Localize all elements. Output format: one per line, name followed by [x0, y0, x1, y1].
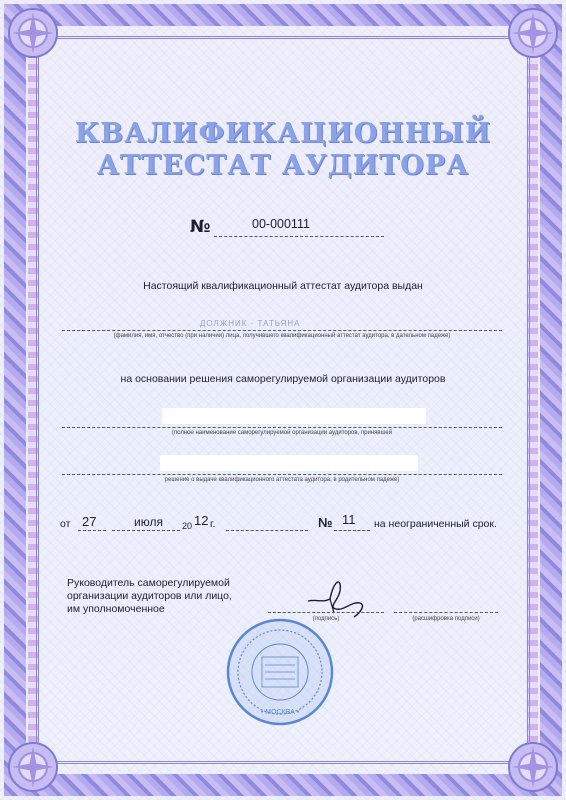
- title-line-1: КВАЛИФИКАЦИОННЫЙ: [74, 118, 492, 149]
- year-prefix: 20: [182, 521, 193, 531]
- decision-caption: решение о выдаче квалификационного аттестата аудитора, в родительном падеже): [164, 477, 400, 483]
- year-unit: г.: [210, 518, 216, 530]
- svg-text:• МОСКВА •: • МОСКВА •: [260, 709, 300, 716]
- head-text-line-2: организации аудиторов или лицо,: [67, 590, 232, 602]
- number-sign: №: [190, 217, 211, 237]
- blank-underline: [226, 530, 308, 531]
- redacted-organization-name-2: [160, 455, 418, 471]
- decision-number-sign: №: [318, 515, 333, 530]
- corner-ornament-icon: [4, 738, 62, 796]
- decryption-caption: (расшифровка подписи): [412, 616, 480, 622]
- decryption-line: [394, 612, 498, 613]
- decision-number-underline: [334, 530, 370, 531]
- certificate-number-row: [190, 217, 390, 239]
- round-seal-icon: [225, 617, 335, 727]
- date-month: июля: [134, 515, 163, 529]
- issued-to-text: Настоящий квалификационный аттестат аудитора выдан: [143, 280, 423, 292]
- organization-caption: (полное наименование саморегулируемой организации аудиторов, принявшей: [171, 430, 393, 436]
- organization-line: [62, 427, 502, 428]
- signature-line: [268, 612, 384, 613]
- title-line-2: АТТЕСТАТ АУДИТОРА: [96, 150, 470, 181]
- basis-text: на основании решения саморегулируемой организации аудиторов: [120, 373, 446, 385]
- decision-number: 11: [342, 512, 356, 527]
- name-caption: (фамилия, имя, отчество (при наличии) лица, получившего квалификационный аттестат аудитора, в дательном падеже): [113, 333, 451, 339]
- corner-ornament-icon: [504, 4, 562, 62]
- date-prefix: от: [60, 518, 71, 530]
- year-suffix: 12: [194, 513, 209, 528]
- head-text-line-1: Руководитель саморегулируемой: [67, 577, 230, 589]
- month-underline: [112, 530, 180, 531]
- decision-line: [62, 474, 502, 475]
- redacted-organization-name: [162, 408, 426, 424]
- certificate-number: 00-000111: [252, 217, 310, 231]
- corner-ornament-icon: [4, 4, 62, 62]
- faint-name-text: ДОЛЖНИК · ТАТЬЯНА: [200, 319, 301, 328]
- number-underline: [214, 236, 384, 237]
- head-text: [67, 577, 232, 616]
- head-text-line-3: им уполномоченное: [67, 603, 165, 615]
- day-underline: [78, 530, 106, 531]
- validity-text: на неограниченный срок.: [374, 518, 497, 530]
- signature-icon: [300, 573, 380, 621]
- signature-caption: (подпись): [312, 616, 340, 622]
- name-line: [62, 330, 502, 331]
- corner-ornament-icon: [504, 738, 562, 796]
- date-day: 27: [82, 514, 97, 529]
